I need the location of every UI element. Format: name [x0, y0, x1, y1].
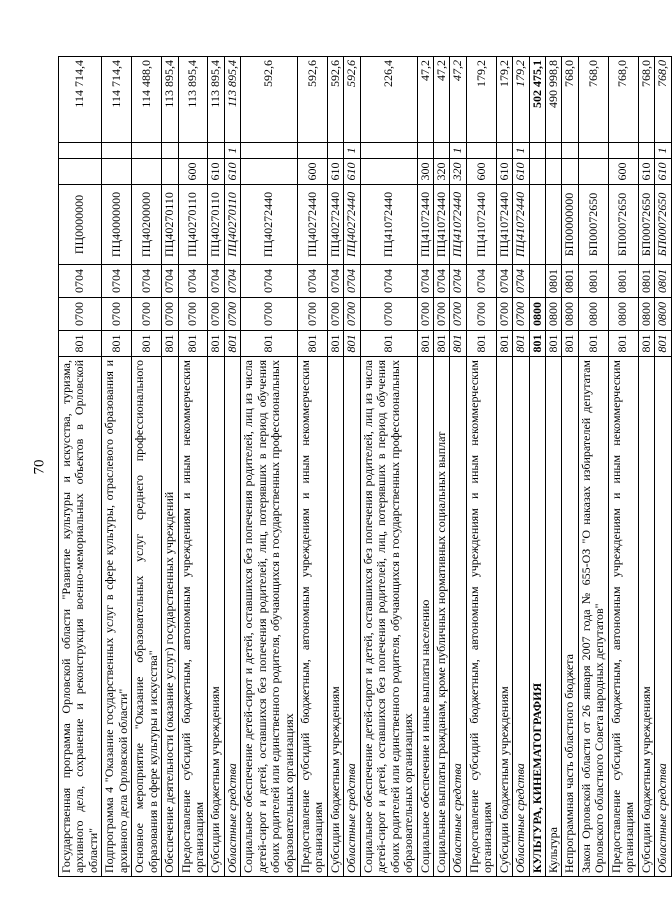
row-subsection: 0704 [178, 265, 208, 298]
row-subsection: 0801 [608, 265, 638, 298]
row-grbs: 801 [417, 331, 433, 357]
row-section: 0700 [417, 298, 433, 331]
table-row [655, 57, 671, 877]
row-grbs: 801 [562, 331, 578, 357]
row-target-article: ПЦ40200000 [132, 185, 162, 265]
row-grbs: 801 [360, 331, 417, 357]
row-amount: 768,0 [562, 57, 578, 143]
row-target-article: ПЦ41072440 [513, 185, 529, 265]
row-source [59, 143, 102, 159]
row-name: Социальное обеспечение детей-сирот и детей, оставшихся без попечения родителей, лиц из числа детей-сирот и детей, оставшихся без попечения родителей, лиц, потерявших в период обучения обоих родителей или единственного родителя, обучающихся в государственных профессиональных образовательных организациях [360, 357, 417, 877]
row-subsection: 0704 [466, 265, 496, 298]
row-source: 1 [344, 143, 360, 159]
table-row [298, 57, 328, 877]
row-name: Предоставление субсидий бюджетным, автономным учреждениям и иным некоммерческим организациям [608, 357, 638, 877]
table-row [344, 57, 360, 877]
table-row [178, 57, 208, 877]
row-source [529, 143, 545, 159]
row-source [466, 143, 496, 159]
row-grbs: 801 [578, 331, 608, 357]
row-name: Областные средства [655, 357, 671, 877]
row-amount: 592,6 [298, 57, 328, 143]
row-expense-type [102, 159, 132, 185]
row-source [608, 143, 638, 159]
row-source: 1 [450, 143, 466, 159]
row-subsection: 0704 [241, 265, 298, 298]
row-target-article: ПЦ41072440 [433, 185, 449, 265]
row-name: Культура [546, 357, 562, 877]
row-grbs: 801 [513, 331, 529, 357]
row-grbs: 801 [344, 331, 360, 357]
row-name: Социальные выплаты гражданам, кроме публичных нормативных социальных выплат [433, 357, 449, 877]
row-grbs: 801 [132, 331, 162, 357]
row-amount: 592,6 [344, 57, 360, 143]
row-section: 0800 [638, 298, 654, 331]
row-grbs: 801 [608, 331, 638, 357]
row-target-article: ПЦ41072440 [466, 185, 496, 265]
row-name: Субсидии бюджетным учреждениям [208, 357, 224, 877]
table-row [466, 57, 496, 877]
row-amount: 179,2 [496, 57, 512, 143]
row-grbs: 801 [496, 331, 512, 357]
row-subsection: 0704 [162, 265, 178, 298]
row-amount: 47,2 [450, 57, 466, 143]
row-expense-type: 320 [433, 159, 449, 185]
row-subsection: 0704 [433, 265, 449, 298]
table-row [208, 57, 224, 877]
row-expense-type: 320 [450, 159, 466, 185]
budget-table [58, 56, 672, 877]
row-subsection: 0704 [450, 265, 466, 298]
row-expense-type: 610 [224, 159, 240, 185]
row-target-article: ПЦ0000000 [59, 185, 102, 265]
table-row [224, 57, 240, 877]
table-row [638, 57, 654, 877]
row-expense-type: 610 [208, 159, 224, 185]
row-grbs: 801 [529, 331, 545, 357]
row-target-article: ПЦ40272440 [344, 185, 360, 265]
row-target-article: ПЦ40000000 [102, 185, 132, 265]
row-section: 0700 [466, 298, 496, 331]
row-name: Областные средства [450, 357, 466, 877]
row-section: 0700 [344, 298, 360, 331]
row-grbs: 801 [450, 331, 466, 357]
row-section: 0700 [360, 298, 417, 331]
row-expense-type [59, 159, 102, 185]
row-expense-type: 610 [496, 159, 512, 185]
row-target-article: БП00072650 [578, 185, 608, 265]
row-target-article: ПЦ40270110 [224, 185, 240, 265]
row-section: 0700 [433, 298, 449, 331]
row-grbs: 801 [655, 331, 671, 357]
row-expense-type: 610 [344, 159, 360, 185]
row-amount: 592,6 [327, 57, 343, 143]
row-grbs: 801 [638, 331, 654, 357]
row-section: 0800 [546, 298, 562, 331]
row-source [417, 143, 433, 159]
row-amount: 768,0 [608, 57, 638, 143]
row-name: Субсидии бюджетным учреждениям [327, 357, 343, 877]
row-expense-type [578, 159, 608, 185]
table-row [608, 57, 638, 877]
row-grbs: 801 [162, 331, 178, 357]
row-expense-type: 600 [298, 159, 328, 185]
row-expense-type: 610 [513, 159, 529, 185]
row-expense-type [546, 159, 562, 185]
row-source [578, 143, 608, 159]
table-row [360, 57, 417, 877]
row-subsection: 0801 [655, 265, 671, 298]
row-source [178, 143, 208, 159]
table-row [59, 57, 102, 877]
row-source [102, 143, 132, 159]
row-grbs: 801 [433, 331, 449, 357]
row-source [132, 143, 162, 159]
row-section: 0700 [132, 298, 162, 331]
row-target-article: ПЦ40272440 [298, 185, 328, 265]
row-target-article: БП00072650 [608, 185, 638, 265]
table-row [433, 57, 449, 877]
row-name: Основное мероприятие "Оказание образовательных услуг среднего профессионального образования в сфере культуры и искусства" [132, 357, 162, 877]
table-row [417, 57, 433, 877]
row-subsection: 0801 [578, 265, 608, 298]
table-row [546, 57, 562, 877]
row-section: 0700 [327, 298, 343, 331]
row-source [360, 143, 417, 159]
row-target-article: ПЦ40270110 [178, 185, 208, 265]
row-target-article: ПЦ41072440 [496, 185, 512, 265]
row-amount: 592,6 [241, 57, 298, 143]
row-source [638, 143, 654, 159]
row-amount: 114 488,0 [132, 57, 162, 143]
row-source [562, 143, 578, 159]
table-row [102, 57, 132, 877]
row-target-article: ПЦ40272440 [241, 185, 298, 265]
budget-table-body [59, 57, 672, 877]
row-expense-type: 600 [466, 159, 496, 185]
row-amount: 502 475,1 [529, 57, 545, 143]
row-target-article: БП00000000 [562, 185, 578, 265]
table-row [496, 57, 512, 877]
row-section: 0800 [529, 298, 545, 331]
row-amount: 113 895,4 [162, 57, 178, 143]
table-row [327, 57, 343, 877]
row-grbs: 801 [466, 331, 496, 357]
row-subsection: 0704 [496, 265, 512, 298]
row-section: 0700 [241, 298, 298, 331]
row-target-article [529, 185, 545, 265]
table-row [529, 57, 545, 877]
row-amount: 47,2 [433, 57, 449, 143]
row-amount: 113 895,4 [178, 57, 208, 143]
row-grbs: 801 [298, 331, 328, 357]
row-section: 0700 [102, 298, 132, 331]
table-row [162, 57, 178, 877]
row-subsection: 0704 [208, 265, 224, 298]
row-grbs: 801 [178, 331, 208, 357]
row-name: Государственная программа Орловской области "Развитие культуры и искусства, туризма, архивного дела, сохранение и реконструкция военно-мемориальных объектов в Орловской области" [59, 357, 102, 877]
row-target-article: ПЦ41072440 [417, 185, 433, 265]
row-subsection: 0704 [417, 265, 433, 298]
table-row [562, 57, 578, 877]
row-target-article: ПЦ41072440 [360, 185, 417, 265]
row-target-article: БП00072650 [655, 185, 671, 265]
row-source [208, 143, 224, 159]
row-expense-type [162, 159, 178, 185]
row-source [298, 143, 328, 159]
row-name: Закон Орловской области от 26 января 2007 года № 655-ОЗ "О наказах избирателей депутатам Орловского областного Совета народных депутатов" [578, 357, 608, 877]
row-subsection: 0704 [224, 265, 240, 298]
row-subsection: 0801 [562, 265, 578, 298]
table-row [513, 57, 529, 877]
row-name: Социальное обеспечение детей-сирот и детей, оставшихся без попечения родителей, лиц из числа детей-сирот и детей, оставшихся без попечения родителей, лиц, потерявших в период обучения обоих родителей или единственного родителя, обучающихся в государственных профессиональных образовательных организациях [241, 357, 298, 877]
row-section: 0700 [450, 298, 466, 331]
row-name: Областные средства [513, 357, 529, 877]
row-section: 0700 [59, 298, 102, 331]
row-grbs: 801 [241, 331, 298, 357]
row-name: Предоставление субсидий бюджетным, автономным учреждениям и иным некоммерческим организациям [298, 357, 328, 877]
row-expense-type [562, 159, 578, 185]
row-expense-type: 600 [178, 159, 208, 185]
row-section: 0800 [608, 298, 638, 331]
row-source [327, 143, 343, 159]
row-subsection: 0704 [360, 265, 417, 298]
row-name: КУЛЬТУРА, КИНЕМАТОГРАФИЯ [529, 357, 545, 877]
table-row [132, 57, 162, 877]
row-subsection: 0704 [344, 265, 360, 298]
row-source [162, 143, 178, 159]
row-amount: 226,4 [360, 57, 417, 143]
row-subsection: 0801 [638, 265, 654, 298]
row-subsection: 0704 [327, 265, 343, 298]
row-grbs: 801 [327, 331, 343, 357]
row-expense-type: 600 [608, 159, 638, 185]
row-section: 0700 [208, 298, 224, 331]
row-grbs: 801 [546, 331, 562, 357]
row-amount: 113 895,4 [208, 57, 224, 143]
row-target-article: ПЦ40272440 [327, 185, 343, 265]
row-section: 0700 [162, 298, 178, 331]
row-target-article: БП00072650 [638, 185, 654, 265]
row-source: 1 [224, 143, 240, 159]
row-section: 0700 [513, 298, 529, 331]
row-name: Предоставление субсидий бюджетным, автономным учреждениям и иным некоммерческим организациям [466, 357, 496, 877]
row-source [241, 143, 298, 159]
page-number: 70 [31, 459, 48, 475]
row-name: Областные средства [344, 357, 360, 877]
row-name: Субсидии бюджетным учреждениям [496, 357, 512, 877]
row-target-article: ПЦ40270110 [162, 185, 178, 265]
row-amount: 179,2 [466, 57, 496, 143]
row-grbs: 801 [224, 331, 240, 357]
row-source: 1 [513, 143, 529, 159]
row-expense-type: 300 [417, 159, 433, 185]
row-amount: 768,0 [578, 57, 608, 143]
budget-table-rotated [58, 57, 670, 877]
table-row [241, 57, 298, 877]
row-target-article [546, 185, 562, 265]
row-section: 0700 [178, 298, 208, 331]
row-source: 1 [655, 143, 671, 159]
row-section: 0800 [578, 298, 608, 331]
row-name: Непрограммная часть областного бюджета [562, 357, 578, 877]
row-expense-type: 610 [655, 159, 671, 185]
row-name: Подпрограмма 4 "Оказание государственных услуг в сфере культуры, отраслевого образования и архивного дела Орловской области" [102, 357, 132, 877]
row-grbs: 801 [208, 331, 224, 357]
row-subsection: 0704 [102, 265, 132, 298]
row-grbs: 801 [102, 331, 132, 357]
row-name: Обеспечение деятельности (оказание услуг) государственных учреждений [162, 357, 178, 877]
row-name: Предоставление субсидий бюджетным, автономным учреждениям и иным некоммерческим организациям [178, 357, 208, 877]
row-subsection [529, 265, 545, 298]
row-expense-type [241, 159, 298, 185]
row-section: 0800 [562, 298, 578, 331]
table-row [578, 57, 608, 877]
row-amount: 179,2 [513, 57, 529, 143]
row-source [546, 143, 562, 159]
row-expense-type: 610 [327, 159, 343, 185]
table-row [450, 57, 466, 877]
row-name: Областные средства [224, 357, 240, 877]
row-amount: 114 714,4 [59, 57, 102, 143]
row-expense-type [132, 159, 162, 185]
row-grbs: 801 [59, 331, 102, 357]
row-expense-type [360, 159, 417, 185]
row-expense-type [529, 159, 545, 185]
row-subsection: 0801 [546, 265, 562, 298]
row-target-article: ПЦ40270110 [208, 185, 224, 265]
row-subsection: 0704 [132, 265, 162, 298]
row-amount: 47,2 [417, 57, 433, 143]
row-source [433, 143, 449, 159]
row-section: 0800 [655, 298, 671, 331]
row-amount: 768,0 [655, 57, 671, 143]
row-amount: 113 895,4 [224, 57, 240, 143]
row-section: 0700 [224, 298, 240, 331]
row-section: 0700 [298, 298, 328, 331]
row-expense-type: 610 [638, 159, 654, 185]
row-name: Субсидии бюджетным учреждениям [638, 357, 654, 877]
row-source [496, 143, 512, 159]
row-section: 0700 [496, 298, 512, 331]
row-amount: 114 714,4 [102, 57, 132, 143]
row-name: Социальное обеспечение и иные выплаты населению [417, 357, 433, 877]
row-amount: 768,0 [638, 57, 654, 143]
row-amount: 490 998,8 [546, 57, 562, 143]
row-subsection: 0704 [59, 265, 102, 298]
row-subsection: 0704 [298, 265, 328, 298]
row-subsection: 0704 [513, 265, 529, 298]
row-target-article: ПЦ41072440 [450, 185, 466, 265]
